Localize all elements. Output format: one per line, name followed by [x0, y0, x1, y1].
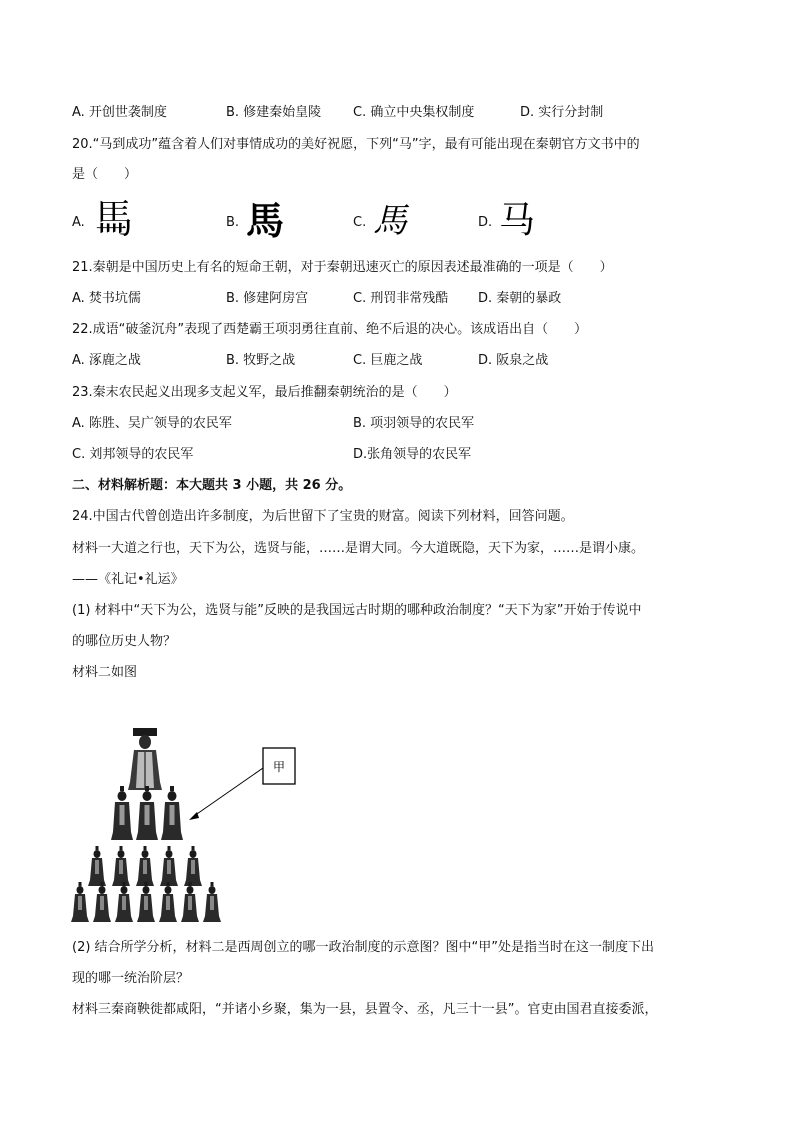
pyramid-figure — [70, 718, 310, 928]
label-pointer-line — [194, 768, 263, 816]
q23-option-c: C. 刘邦领导的农民军 — [72, 447, 194, 462]
q23-stem: 23.秦末农民起义出现多支起义军，最后推翻秦朝统治的是（ ） — [72, 385, 457, 400]
q24-intro: 24.中国古代曾创造出许多制度，为后世留下了宝贵的财富。阅读下列材料，回答问题。 — [72, 509, 574, 524]
q22-option-b: B. 牧野之战 — [226, 353, 296, 368]
q23-option-a: A. 陈胜、吴广领导的农民军 — [72, 416, 232, 431]
q20-option-c-cursive-glyph: 馬 — [373, 201, 407, 241]
q22-stem: 22.成语“破釜沉舟”表现了西楚霸王项羽勇往直前、绝不后退的决心。该成语出自（ ） — [72, 322, 588, 337]
row-nobles — [111, 786, 183, 840]
king-figure — [128, 728, 162, 790]
q23-option-b: B. 项羽领导的农民军 — [353, 416, 475, 431]
q20-option-b-letter: B. — [226, 215, 240, 230]
q23-option-d: D.张角领导的农民军 — [353, 447, 472, 462]
q24-sub2-line1: (2) 结合所学分析，材料二是西周创立的哪一政治制度的示意图？图中“甲”处是指当时在这一制度下出 — [72, 940, 655, 955]
q21-stem: 21.秦朝是中国历史上有名的短命王朝，对于秦朝迅速灭亡的原因表述最准确的一项是（ ） — [72, 260, 613, 275]
q21-option-d: D. 秦朝的暴政 — [478, 291, 562, 306]
q24-material3: 材料三秦商鞅徙都咸阳，“并诸小乡聚，集为一县，县置令、丞，凡三十一县”。官吏由国君直接委派， — [72, 1002, 658, 1017]
q22-option-c: C. 巨鹿之战 — [353, 353, 423, 368]
q20-option-b-clerical-glyph: 馬 — [246, 198, 285, 243]
q24-material1: 材料一大道之行也，天下为公，选贤与能，……是谓大同。今大道既隐，天下为家，……是谓小康。 — [72, 541, 645, 556]
q20-option-d-simplified-glyph: 马 — [499, 200, 536, 241]
row-common — [71, 882, 221, 922]
q21-option-a: A. 焚书坑儒 — [72, 291, 141, 306]
q20-option-a-seal-glyph: 𩡧 — [94, 197, 134, 243]
q19-option-d: D. 实行分封制 — [520, 105, 604, 120]
q24-material2-label: 材料二如图 — [72, 665, 138, 680]
q24-sub1-line2: 的哪位历史人物？ — [72, 634, 177, 649]
q20-option-a-letter: A. — [72, 215, 85, 230]
q19-option-a: A. 开创世袭制度 — [72, 105, 167, 120]
q21-option-c: C. 刑罚非常残酷 — [353, 291, 449, 306]
row-ministers — [88, 846, 202, 886]
q20-option-c-letter: C. — [353, 215, 367, 230]
q20-option-d-letter: D. — [478, 215, 493, 230]
q19-option-b: B. 修建秦始皇陵 — [226, 105, 322, 120]
q22-option-d: D. 阪泉之战 — [478, 353, 549, 368]
label-jia: 甲 — [272, 760, 286, 774]
q21-option-b: B. 修建阿房宫 — [226, 291, 309, 306]
q24-sub2-line2: 现的哪一统治阶层？ — [72, 971, 190, 986]
section2-heading: 二、材料解析题：本大题共 3 小题，共 26 分。 — [72, 478, 352, 493]
q19-option-c: C. 确立中央集权制度 — [353, 105, 475, 120]
q20-stem-line1: 20.“马到成功”蕴含着人们对事情成功的美好祝愿，下列“马”字，最有可能出现在秦朝官方文书中的 — [72, 137, 640, 152]
q24-sub1-line1: (1) 材料中“天下为公，选贤与能”反映的是我国远古时期的哪种政治制度？“天下为家”开始于传说中 — [72, 603, 642, 618]
q20-stem-line2: 是（ ） — [72, 167, 138, 182]
pyramid-svg — [70, 718, 310, 928]
q24-material1-source: ——《礼记•礼运》 — [72, 572, 184, 587]
q22-option-a: A. 涿鹿之战 — [72, 353, 141, 368]
